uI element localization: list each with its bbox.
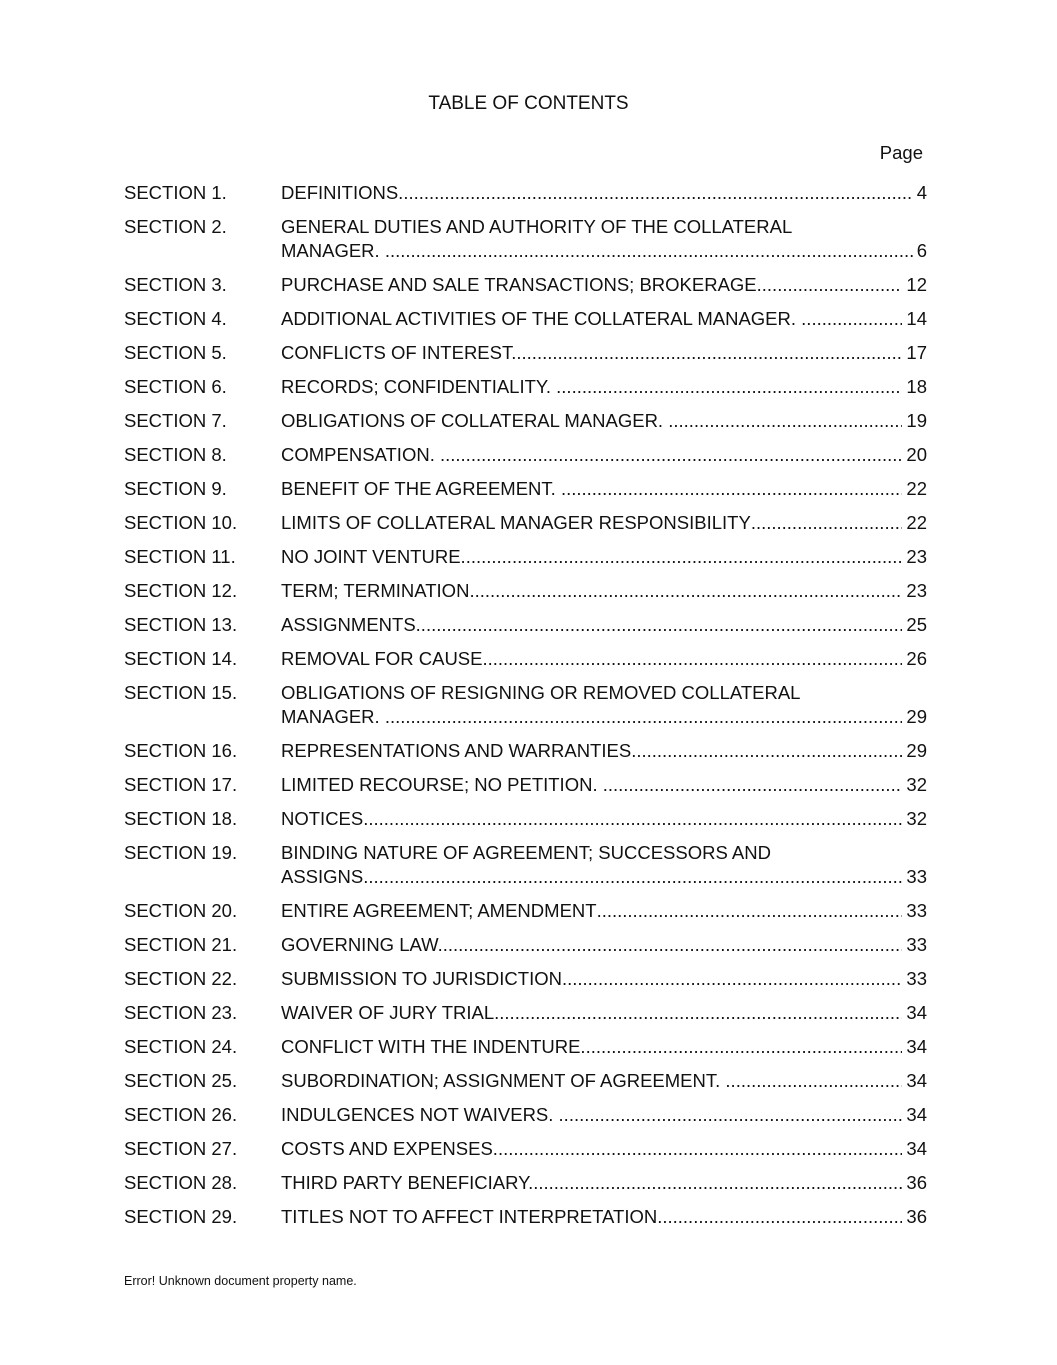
section-number: SECTION 15. xyxy=(124,682,238,703)
toc-title: TABLE OF CONTENTS xyxy=(428,93,629,114)
toc-entry[interactable] xyxy=(124,1171,927,1205)
page-number: 33 xyxy=(906,866,927,887)
page-number: 34 xyxy=(906,1138,927,1159)
page-number: 23 xyxy=(906,546,927,567)
section-number: SECTION 29. xyxy=(124,1206,238,1227)
section-title-line: SUBMISSION TO JURISDICTION. xyxy=(281,968,568,989)
dot-leader xyxy=(668,409,902,433)
dot-leader xyxy=(416,613,903,637)
section-number: SECTION 2. xyxy=(124,216,227,237)
toc-entry[interactable] xyxy=(124,1103,927,1137)
section-title xyxy=(281,273,927,297)
dot-leader xyxy=(662,1205,902,1229)
dot-leader xyxy=(488,647,903,671)
section-title xyxy=(281,681,927,729)
toc-entry[interactable] xyxy=(124,899,927,933)
section-number: SECTION 10. xyxy=(124,512,238,533)
section-number: SECTION 18. xyxy=(124,808,238,829)
footer xyxy=(124,1274,357,1288)
section-title xyxy=(281,613,927,637)
page-number: 36 xyxy=(906,1206,927,1227)
dot-leader xyxy=(385,239,913,263)
section-title-line: ASSIGNS. xyxy=(281,866,369,887)
section-number: SECTION 28. xyxy=(124,1172,238,1193)
dot-leader xyxy=(725,1069,902,1093)
section-title-line: NO JOINT VENTURE. xyxy=(281,546,466,567)
toc-entry[interactable] xyxy=(124,739,927,773)
section-title xyxy=(281,375,927,399)
section-title-line: ENTIRE AGREEMENT; AMENDMENT xyxy=(281,900,597,921)
section-title xyxy=(281,647,927,671)
section-title-line: OBLIGATIONS OF RESIGNING OR REMOVED COLLATERAL xyxy=(281,682,801,703)
section-number: SECTION 17. xyxy=(124,774,238,795)
section-title-line: NOTICES. xyxy=(281,808,369,829)
section-title xyxy=(281,341,927,365)
section-title xyxy=(281,1137,927,1161)
section-title xyxy=(281,967,927,991)
section-title-line: WAIVER OF JURY TRIAL. xyxy=(281,1002,500,1023)
section-title-line: PURCHASE AND SALE TRANSACTIONS; BROKERAGE. xyxy=(281,274,762,295)
page-number: 33 xyxy=(906,900,927,921)
dot-leader xyxy=(559,1103,903,1127)
toc-list xyxy=(124,181,927,1239)
section-title xyxy=(281,1171,927,1195)
section-number: SECTION 9. xyxy=(124,478,227,499)
toc-entry[interactable] xyxy=(124,511,927,545)
dot-leader xyxy=(469,579,902,603)
section-title-line: GENERAL DUTIES AND AUTHORITY OF THE COLLATERAL xyxy=(281,216,793,237)
toc-entry[interactable] xyxy=(124,181,927,215)
toc-entry[interactable] xyxy=(124,647,927,681)
page-number: 23 xyxy=(906,580,927,601)
page-number: 14 xyxy=(906,308,927,329)
page-number: 25 xyxy=(906,614,927,635)
dot-leader xyxy=(533,1171,902,1195)
section-number: SECTION 3. xyxy=(124,274,227,295)
section-title-line: TITLES NOT TO AFFECT INTERPRETATION. xyxy=(281,1206,663,1227)
section-number: SECTION 6. xyxy=(124,376,227,397)
toc-entry[interactable] xyxy=(124,1069,927,1103)
dot-leader xyxy=(597,899,903,923)
dot-leader xyxy=(561,477,902,501)
section-number: SECTION 27. xyxy=(124,1138,238,1159)
section-title xyxy=(281,579,927,603)
page-number: 20 xyxy=(906,444,927,465)
page-number: 34 xyxy=(906,1070,927,1091)
section-title-line: REPRESENTATIONS AND WARRANTIES xyxy=(281,740,632,761)
section-title-line: CONFLICTS OF INTEREST. xyxy=(281,342,517,363)
section-title xyxy=(281,443,927,467)
section-title-line: ASSIGNMENTS xyxy=(281,614,416,635)
toc-entry[interactable] xyxy=(124,579,927,613)
section-title xyxy=(281,933,927,957)
section-number: SECTION 22. xyxy=(124,968,238,989)
dot-leader xyxy=(586,1035,903,1059)
section-number: SECTION 26. xyxy=(124,1104,238,1125)
page-number: 6 xyxy=(916,240,927,261)
dot-leader xyxy=(603,773,903,797)
page-number: 18 xyxy=(906,376,927,397)
page-number: 29 xyxy=(906,740,927,761)
section-title-line: MANAGER. xyxy=(281,706,385,727)
toc-entry[interactable] xyxy=(124,1205,927,1239)
section-title-line: OBLIGATIONS OF COLLATERAL MANAGER. xyxy=(281,410,669,431)
toc-entry[interactable] xyxy=(124,409,927,443)
footer-message: Unknown document property name. xyxy=(155,1274,357,1288)
page-number: 34 xyxy=(906,1002,927,1023)
section-title-line: THIRD PARTY BENEFICIARY. xyxy=(281,1172,534,1193)
page-number: 34 xyxy=(906,1104,927,1125)
section-number: SECTION 12. xyxy=(124,580,238,601)
dot-leader xyxy=(751,511,903,535)
toc-entry[interactable] xyxy=(124,545,927,579)
section-number: SECTION 21. xyxy=(124,934,238,955)
toc-entry[interactable] xyxy=(124,341,927,375)
dot-leader xyxy=(443,933,903,957)
section-title xyxy=(281,1205,927,1229)
section-title xyxy=(281,409,927,433)
toc-entry[interactable] xyxy=(124,681,927,739)
section-title-line: GOVERNING LAW. xyxy=(281,934,443,955)
section-title-line: COMPENSATION. xyxy=(281,444,440,465)
dot-leader xyxy=(385,705,903,729)
dot-leader xyxy=(440,443,902,467)
dot-leader xyxy=(403,181,912,205)
section-title-line: SUBORDINATION; ASSIGNMENT OF AGREEMENT. xyxy=(281,1070,726,1091)
toc-entry[interactable] xyxy=(124,1035,927,1069)
section-number: SECTION 19. xyxy=(124,842,238,863)
section-title-line: LIMITED RECOURSE; NO PETITION. xyxy=(281,774,603,795)
dot-leader xyxy=(368,865,902,889)
footer-error: Error! xyxy=(124,1274,156,1288)
page-number: 4 xyxy=(916,182,927,203)
section-title xyxy=(281,1103,927,1127)
dot-leader xyxy=(556,375,902,399)
toc-entry[interactable] xyxy=(124,443,927,477)
section-title xyxy=(281,1069,927,1093)
section-title xyxy=(281,1035,927,1059)
page-number: 33 xyxy=(906,934,927,955)
section-number: SECTION 13. xyxy=(124,614,238,635)
section-title-line: BENEFIT OF THE AGREEMENT. xyxy=(281,478,561,499)
dot-leader xyxy=(516,341,902,365)
section-title xyxy=(281,307,927,331)
toc-entry[interactable] xyxy=(124,841,927,899)
page-number: 19 xyxy=(906,410,927,431)
toc-entry[interactable] xyxy=(124,477,927,511)
section-title xyxy=(281,899,927,923)
dot-leader xyxy=(567,967,902,991)
dot-leader xyxy=(466,545,903,569)
section-number: SECTION 25. xyxy=(124,1070,238,1091)
section-title-line: BINDING NATURE OF AGREEMENT; SUCCESSORS AND xyxy=(281,842,771,863)
page-number: 34 xyxy=(906,1036,927,1057)
page-column-header: Page xyxy=(879,142,923,163)
page-number: 32 xyxy=(906,774,927,795)
section-title-line: LIMITS OF COLLATERAL MANAGER RESPONSIBILITY xyxy=(281,512,751,533)
page-number: 22 xyxy=(906,512,927,533)
page-number: 12 xyxy=(906,274,927,295)
page-number: 26 xyxy=(906,648,927,669)
section-title xyxy=(281,841,927,889)
toc-entry[interactable] xyxy=(124,307,927,341)
page-number: 17 xyxy=(906,342,927,363)
section-title-line: RECORDS; CONFIDENTIALITY. xyxy=(281,376,557,397)
section-number: SECTION 23. xyxy=(124,1002,238,1023)
toc-entry[interactable] xyxy=(124,1137,927,1171)
toc-entry[interactable] xyxy=(124,375,927,409)
toc-entry[interactable] xyxy=(124,1001,927,1035)
section-title xyxy=(281,739,927,763)
section-title xyxy=(281,511,927,535)
toc-entry[interactable] xyxy=(124,273,927,307)
toc-entry[interactable] xyxy=(124,807,927,841)
toc-entry[interactable] xyxy=(124,933,927,967)
section-title xyxy=(281,1001,927,1025)
toc-entry[interactable] xyxy=(124,215,927,273)
section-title xyxy=(281,773,927,797)
section-number: SECTION 8. xyxy=(124,444,227,465)
section-title-line: ADDITIONAL ACTIVITIES OF THE COLLATERAL MANAGER. xyxy=(281,308,802,329)
section-title xyxy=(281,215,927,263)
section-number: SECTION 16. xyxy=(124,740,238,761)
page-number: 32 xyxy=(906,808,927,829)
section-number: SECTION 11. xyxy=(124,546,236,567)
section-number: SECTION 5. xyxy=(124,342,227,363)
toc-entry[interactable] xyxy=(124,773,927,807)
dot-leader xyxy=(631,739,902,763)
section-number: SECTION 1. xyxy=(124,182,227,203)
section-title xyxy=(281,181,927,205)
section-number: SECTION 7. xyxy=(124,410,227,431)
dot-leader xyxy=(762,273,903,297)
toc-entry[interactable] xyxy=(124,967,927,1001)
page-number: 36 xyxy=(906,1172,927,1193)
section-title xyxy=(281,477,927,501)
dot-leader xyxy=(498,1137,902,1161)
section-title xyxy=(281,807,927,831)
section-title-line: DEFINITIONS. xyxy=(281,182,404,203)
section-title-line: REMOVAL FOR CAUSE. xyxy=(281,648,488,669)
dot-leader xyxy=(499,1001,902,1025)
section-number: SECTION 4. xyxy=(124,308,227,329)
section-number: SECTION 14. xyxy=(124,648,238,669)
section-title-line: COSTS AND EXPENSES. xyxy=(281,1138,498,1159)
dot-leader xyxy=(801,307,902,331)
page-number: 22 xyxy=(906,478,927,499)
page-number: 33 xyxy=(906,968,927,989)
toc-entry[interactable] xyxy=(124,613,927,647)
section-title-line: TERM; TERMINATION xyxy=(281,580,470,601)
section-title xyxy=(281,545,927,569)
section-number: SECTION 20. xyxy=(124,900,238,921)
section-number: SECTION 24. xyxy=(124,1036,238,1057)
section-title-line: INDULGENCES NOT WAIVERS. xyxy=(281,1104,559,1125)
page-number: 29 xyxy=(906,706,927,727)
section-title-line: CONFLICT WITH THE INDENTURE. xyxy=(281,1036,586,1057)
section-title-line: MANAGER. xyxy=(281,240,385,261)
dot-leader xyxy=(368,807,902,831)
